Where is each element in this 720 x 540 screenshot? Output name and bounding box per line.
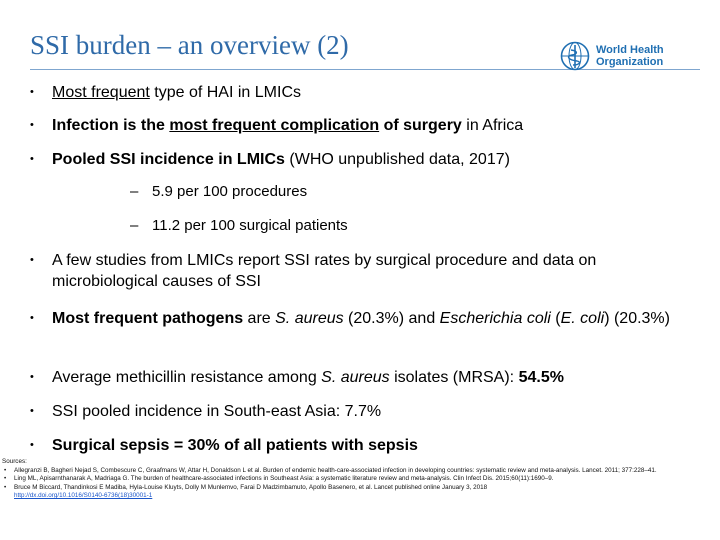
bullet-marker: • <box>30 153 34 165</box>
italic-text: E. coli <box>560 310 605 327</box>
bold-text: Pooled SSI incidence in LMICs <box>52 151 285 168</box>
sources-footnote <box>2 458 710 501</box>
logo-line-1: World Health <box>596 44 664 56</box>
sub-bullet-marker: – <box>130 183 139 200</box>
bullet-lmic-studies <box>30 250 700 292</box>
bullet-south-east-asia <box>30 401 700 422</box>
bullet-marker: • <box>30 254 34 266</box>
bullet-text: A few studies from LMICs report SSI rates by surgical procedure and data on microbiological causes of SSI <box>52 252 597 290</box>
bold-text: of surgery <box>379 117 462 134</box>
bullet-africa-complication <box>30 115 700 136</box>
bullet-pooled-incidence <box>30 149 700 170</box>
sources-heading: Sources: <box>2 458 27 465</box>
bold-text: 54.5% <box>518 369 564 386</box>
underlined-text: Most frequent <box>52 84 150 101</box>
bullet-surgical-sepsis <box>30 435 700 456</box>
source-item: • Ling ML, Apisarnthanarak A, Madriaga G. The burden of healthcare-associated infections in Southeast Asia: a systematic literature review and meta-analysis. Clin Infect Dis. 2015;60(11):1690–9. <box>4 475 554 482</box>
bullet-text: type of HAI in LMICs <box>149 84 301 101</box>
underlined-text: most frequent complication <box>169 117 380 134</box>
italic-text: S. aureus <box>321 369 390 386</box>
bullet-marker: • <box>30 439 34 451</box>
who-logo <box>560 38 710 74</box>
italic-text: Escherichia coli <box>439 310 551 327</box>
source-doi-link[interactable]: http://dx.doi.org/10.1016/S0140-6736(18)30001-1 <box>14 492 153 499</box>
sub-bullet-patients <box>130 216 348 236</box>
page-title: SSI burden – an overview (2) <box>30 30 349 60</box>
logo-line-2: Organization <box>596 56 664 68</box>
bullet-mrsa: • Average methicillin resistance among S. aureus isolates (MRSA): 54.5% <box>30 369 564 386</box>
source-item: • Bruce M Biccard, Thandinkosi E Madiba, Hyla-Louise Kluyts, Dolly M Munlemvo, Farai D Madzimbamuto, Apollo Basenero, et al. Lancet published online January 3, 2018 http://dx.doi.org/10.1016/S0140-6736(18)30001-1 <box>4 483 488 499</box>
italic-text: S. aureus <box>275 310 344 327</box>
bullet-pathogens: • Most frequent pathogens are S. aureus (20.3%) and Escherichia coli (E. coli) (20.3%) <box>30 310 670 327</box>
bullet-marker: • <box>30 371 34 383</box>
source-item: • Allegranzi B, Bagheri Nejad S, Combescure C, Graafmans W, Attar H, Donaldson L et al. Burden of endemic health-care-associated infection in developing countries: systematic review and meta-analysis. Lancet. 2011; 377:228–41. <box>4 466 657 474</box>
sub-bullet-procedures <box>130 182 307 202</box>
sub-bullet-marker: – <box>130 217 139 234</box>
bold-text: Surgical sepsis = 30% of all patients with sepsis <box>52 437 418 454</box>
bullet-text: in Africa <box>461 117 524 134</box>
who-emblem-icon <box>560 41 590 71</box>
sub-bullet-text: 11.2 per 100 surgical patients <box>152 217 348 234</box>
bullet-marker: • <box>30 119 34 131</box>
who-logo-text <box>596 44 664 68</box>
bullet-text: SSI pooled incidence in South-east Asia: 7.7% <box>52 403 382 420</box>
bullet-marker: • <box>30 86 34 98</box>
bullet-marker: • <box>30 312 34 324</box>
bullet-text: (WHO unpublished data, 2017) <box>284 151 510 168</box>
bold-text: Most frequent pathogens <box>52 310 244 327</box>
bullet-hai-frequency <box>30 82 700 103</box>
bold-text: Infection is the <box>52 117 170 134</box>
bullet-marker: • <box>30 405 34 417</box>
sub-bullet-text: 5.9 per 100 procedures <box>152 183 308 200</box>
